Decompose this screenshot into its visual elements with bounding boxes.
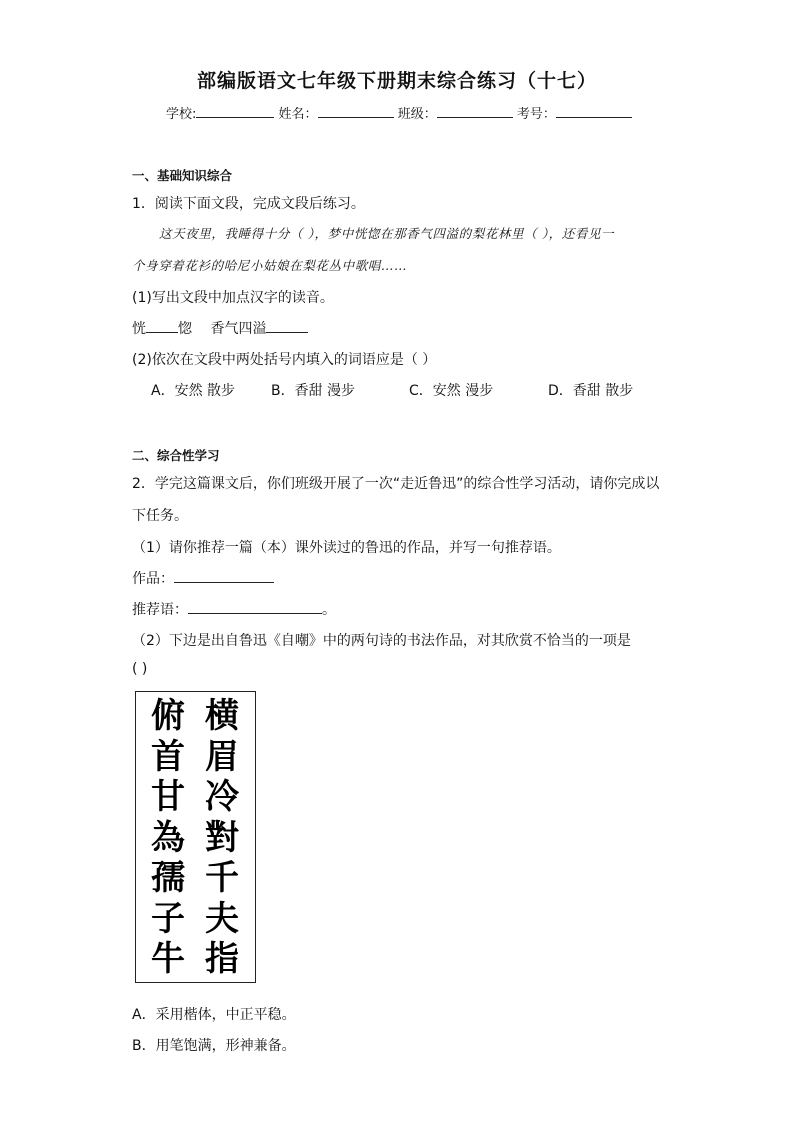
calligraphy-char: 甘 bbox=[151, 777, 185, 817]
class-blank[interactable] bbox=[437, 105, 513, 118]
number-blank[interactable] bbox=[556, 105, 632, 118]
pinyin-word1-a: 恍 bbox=[132, 321, 146, 337]
calligraphy-char: 為 bbox=[151, 817, 185, 858]
name-label: 姓名： bbox=[278, 107, 318, 122]
option-1a[interactable]: A．安然 散步 bbox=[151, 383, 236, 399]
pinyin-blank-2[interactable] bbox=[266, 319, 308, 333]
calligraphy-char: 夫 bbox=[205, 898, 239, 939]
school-blank[interactable] bbox=[196, 105, 274, 118]
option-2a[interactable]: A．采用楷体，中正平稳。 bbox=[132, 1007, 296, 1023]
calligraphy-char: 指 bbox=[205, 939, 239, 979]
pinyin-blank-1[interactable] bbox=[146, 319, 178, 333]
calligraphy-char: 牛 bbox=[151, 939, 185, 979]
school-label: 学校: bbox=[166, 107, 197, 122]
calligraphy-column-left bbox=[145, 696, 191, 980]
q1-sub1: (1)写出文段中加点汉字的读音。 bbox=[132, 290, 334, 306]
q1-sub2: (2)依次在文段中两处括号内填入的词语应是（ ） bbox=[132, 352, 437, 368]
passage-line-2: 个身穿着花衫的哈尼小姑娘在梨花丛中歌唱…… bbox=[132, 258, 408, 273]
calligraphy-char: 千 bbox=[205, 858, 239, 898]
pinyin-blanks-line bbox=[132, 318, 308, 338]
recommend-blank[interactable] bbox=[188, 600, 322, 614]
answer-paren: ( ) bbox=[132, 661, 148, 677]
pinyin-word1-b: 惚 bbox=[178, 321, 192, 337]
option-1d[interactable]: D．香甜 散步 bbox=[548, 383, 634, 399]
passage-line-1: 这天夜里，我睡得十分（ ），梦中恍惚在那香气四溢的梨花林里（ ），还看见一 bbox=[159, 226, 615, 241]
q2-line-1: 2．学完这篇课文后，你们班级开展了一次“走近鲁迅”的综合性学习活动，请你完成以 bbox=[132, 476, 660, 492]
option-1b[interactable]: B．香甜 漫步 bbox=[271, 383, 356, 399]
name-blank[interactable] bbox=[318, 105, 394, 118]
calligraphy-column-right bbox=[199, 696, 245, 980]
calligraphy-char: 對 bbox=[205, 817, 239, 858]
q1-stem: 1．阅读下面文段，完成文段后练习。 bbox=[132, 196, 365, 212]
recommend-end: 。 bbox=[322, 602, 336, 618]
q2-line-2: 下任务。 bbox=[132, 508, 188, 524]
class-label: 班级： bbox=[397, 107, 437, 122]
page-title: 部编版语文七年级下册期末综合练习（十七） bbox=[196, 70, 597, 92]
work-blank[interactable] bbox=[174, 569, 274, 583]
option-1c[interactable]: C．安然 漫步 bbox=[409, 383, 494, 399]
work-line bbox=[132, 568, 274, 588]
option-2b[interactable]: B．用笔饱满，形神兼备。 bbox=[132, 1038, 296, 1054]
calligraphy-char: 横 bbox=[205, 696, 239, 736]
calligraphy-char: 子 bbox=[151, 898, 185, 939]
q2-sub1: （1）请你推荐一篇（本）课外读过的鲁迅的作品，并写一句推荐语。 bbox=[132, 540, 561, 556]
calligraphy-char: 眉 bbox=[205, 736, 239, 777]
calligraphy-char: 孺 bbox=[151, 858, 185, 898]
number-label: 考号： bbox=[516, 107, 556, 122]
work-label: 作品： bbox=[132, 571, 174, 587]
q2-sub2: （2）下边是出自鲁迅《自嘲》中的两句诗的书法作品，对其欣赏不恰当的一项是 bbox=[132, 633, 631, 649]
calligraphy-char: 首 bbox=[151, 736, 185, 777]
pinyin-word2: 香气四溢 bbox=[210, 321, 267, 337]
calligraphy-image bbox=[135, 691, 256, 983]
calligraphy-char: 俯 bbox=[151, 696, 185, 736]
section2-heading: 二、综合性学习 bbox=[132, 448, 220, 463]
calligraphy-char: 冷 bbox=[205, 777, 239, 817]
section1-heading: 一、基础知识综合 bbox=[132, 168, 233, 183]
student-info-line bbox=[166, 103, 632, 122]
recommend-label: 推荐语： bbox=[132, 602, 188, 618]
recommend-line bbox=[132, 599, 336, 619]
